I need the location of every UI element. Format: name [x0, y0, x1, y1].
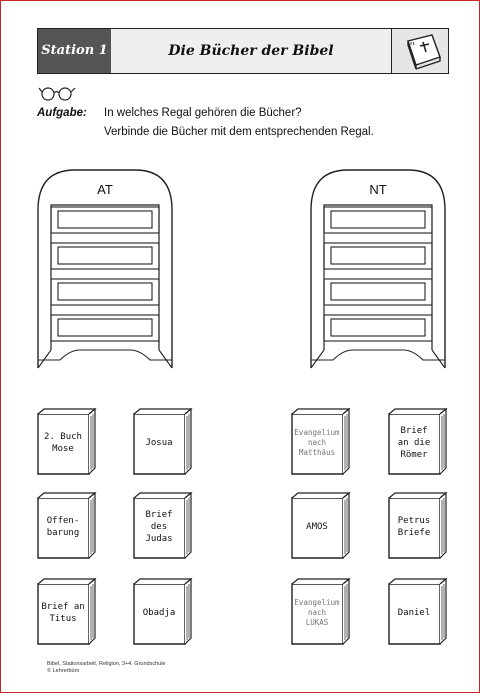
book-card[interactable]	[388, 578, 448, 648]
task-question: In welches Regal gehören die Bücher?	[104, 107, 302, 119]
book-title: Daniel	[397, 608, 431, 618]
book-title: AMOS	[306, 522, 328, 532]
task-instruction: Verbinde die Bücher mit dem entsprechenden Regal.	[104, 126, 374, 138]
task-label: Aufgabe:	[37, 107, 87, 119]
book-title: Evangelium nach LUKAS	[294, 598, 340, 627]
station-label: Station 1	[38, 29, 111, 73]
book-card[interactable]	[291, 492, 351, 562]
shelf-at-label: AT	[97, 182, 113, 197]
book-title: Petrus Briefe	[397, 516, 431, 538]
book-title: Brief des Judas	[145, 510, 173, 544]
glasses-icon	[37, 82, 77, 102]
worksheet-header	[37, 28, 449, 74]
book-card[interactable]	[37, 492, 97, 562]
book-title: Obadja	[142, 608, 176, 618]
book-card[interactable]	[388, 492, 448, 562]
book-card[interactable]	[291, 578, 351, 648]
book-title: Josua	[145, 438, 173, 448]
footer-line-2: © Lehrerbüro	[47, 668, 80, 674]
book-card[interactable]	[291, 408, 351, 478]
footer	[47, 661, 165, 675]
worksheet-title: Die Bücher der Bibel	[111, 29, 392, 73]
book-card[interactable]	[133, 408, 193, 478]
book-title: Offen- barung	[46, 516, 80, 538]
bible-icon	[402, 31, 444, 71]
book-card[interactable]	[37, 578, 97, 648]
book-title: Brief an Titus	[41, 602, 85, 624]
book-card[interactable]	[388, 408, 448, 478]
book-card[interactable]	[133, 578, 193, 648]
footer-line-1: Bibel, Stationsarbeit, Religion, 3+4. Grundschule	[47, 661, 166, 667]
shelf-nt-label: NT	[369, 182, 387, 197]
book-title: Evangelium nach Matthäus	[294, 428, 340, 457]
book-card[interactable]	[133, 492, 193, 562]
book-card[interactable]	[37, 408, 97, 478]
book-title: 2. Buch Mose	[44, 432, 82, 454]
book-title: Brief an die Römer	[397, 426, 431, 460]
